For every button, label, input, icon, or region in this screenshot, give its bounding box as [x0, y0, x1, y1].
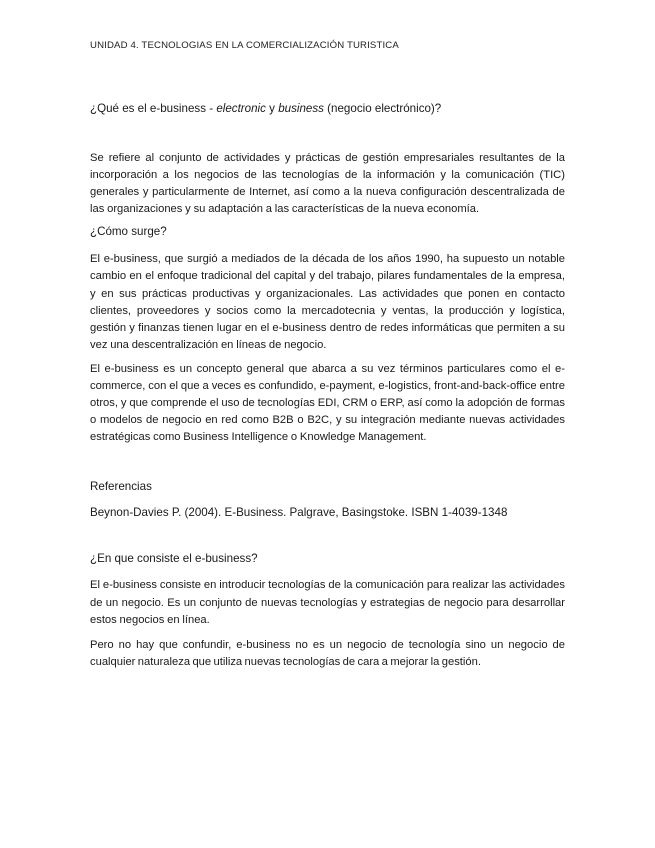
question-what-it-consists-of: ¿En que consiste el e-business?	[90, 552, 258, 566]
question-suffix: (negocio electrónico)?	[323, 102, 442, 115]
running-header: UNIDAD 4. TECNOLOGIAS EN LA COMERCIALIZACIÓN TURISTICA	[90, 40, 399, 51]
question-italic-business: business	[278, 102, 324, 115]
definition-paragraph: Se refiere al conjunto de actividades y prácticas de gestión empresariales resultantes de la incorporación a los negocios de las tecnologías de la información y la comunicación (TIC) generales y particularmente de Internet, así como a la nueva configuración descentralizada de las organizaciones y su adaptación a las características de la nueva economía.	[90, 152, 565, 216]
reference-citation: Beynon-Davies P. (2004). E-Business. Palgrave, Basingstoke. ISBN 1-4039-1348	[90, 506, 508, 520]
concept-paragraph: El e-business es un concepto general que abarca a su vez términos particulares como el e-commerce, con el que a veces es confundido, e-payment, e-logistics, front-and-back-office entre otros, y que comprende el uso de tecnologías EDI, CRM o ERP, así como la adopción de formas o modelos de negocio en red como B2B o B2C, y su integración mediante nuevas actividades estratégicas como Business Intelligence o Knowledge Management.	[90, 362, 565, 444]
origin-paragraph: El e-business, que surgió a mediados de la década de los años 1990, ha supuesto un notable cambio en el enfoque tradicional del capital y del trabajo, pilares fundamentales de la empresa, y en sus prácticas productivas y organizacionales. Las actividades que ponen en contacto clientes, proveedores y socios como la mercadotecnia y ventas, la producción y logística, gestión y finanzas tienen lugar en el e-business dentro de redes informáticas que permiten a su vez una descentralización en líneas de negocio.	[90, 253, 565, 351]
consists-paragraph: El e-business consiste en introducir tecnologías de la comunicación para realizar las actividades de un negocio. Es un conjunto de nuevas tecnologías y estrategias de negocio para desarrollar estos negocios en línea.	[90, 579, 565, 626]
question-how-it-emerged: ¿Cómo surge?	[90, 225, 167, 239]
question-what-is-ebusiness	[90, 101, 565, 117]
question-mid: y	[265, 102, 279, 115]
document-body	[90, 101, 565, 671]
references-heading: Referencias	[90, 480, 152, 494]
question-italic-electronic: electronic	[216, 102, 266, 115]
question-prefix: ¿Qué es el e-business -	[90, 102, 217, 115]
clarification-paragraph: Pero no hay que confundir, e-business no es un negocio de tecnología sino un negocio de cualquier naturaleza que utiliza nuevas tecnologías de cara a mejorar la gestión.	[90, 638, 565, 668]
